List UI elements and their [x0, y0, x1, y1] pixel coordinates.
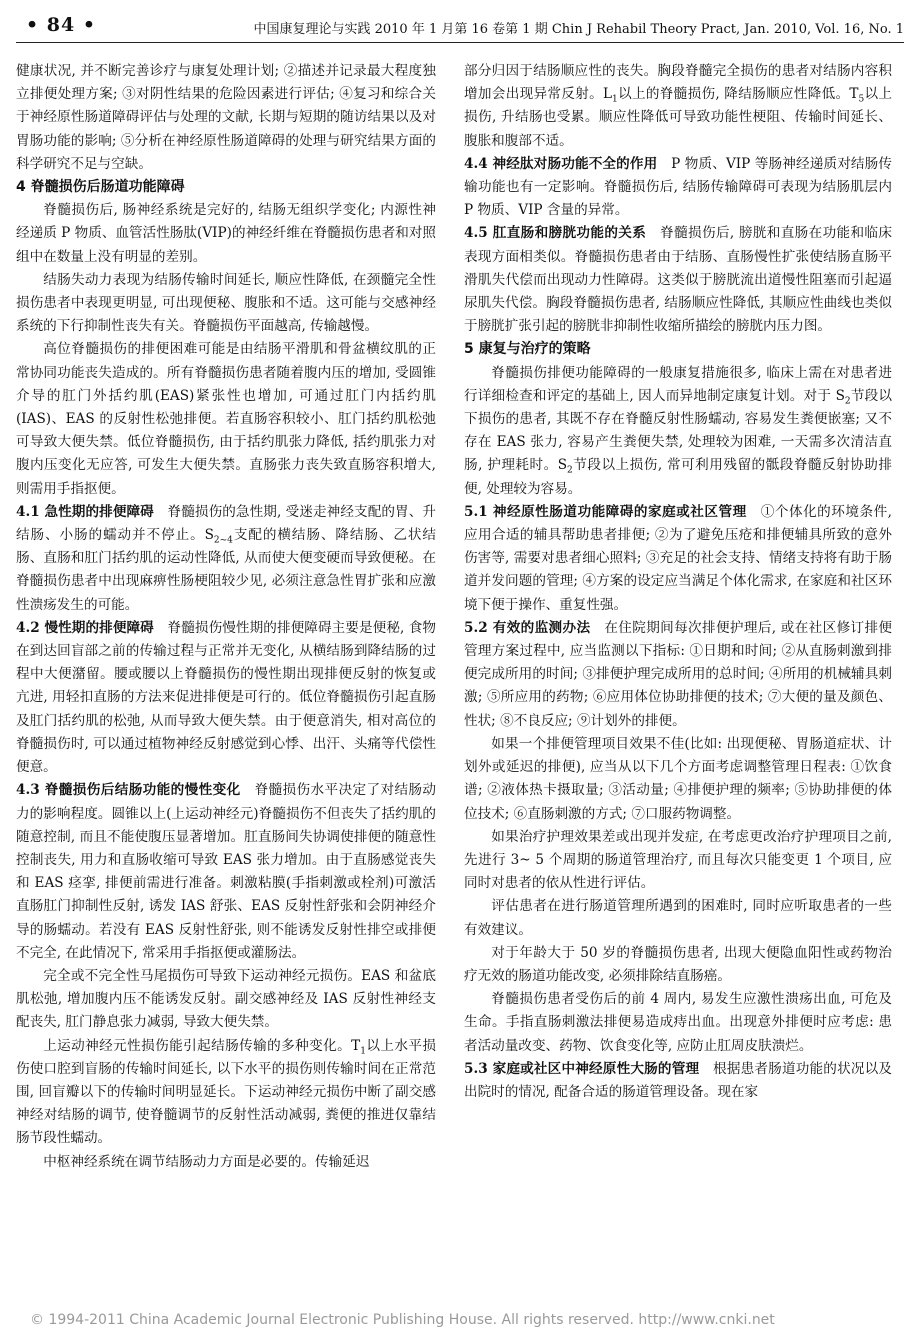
- paragraph: 脊髓损伤患者受伤后的前 4 周内, 易发生应激性溃疡出血, 可危及生命。手指直肠刺激法排便易造成痔出血。出现意外排便时应考虑: 患者活动量改变、药物、饮食变化等, 应防止肛周皮肤溃烂。: [464, 991, 892, 1054]
- subsection-text: ①个体化的环境条件, 应用合适的辅具帮助患者排便; ②为了避免压疮和排便辅具所致的意外伤害等, 需要对患者细心照料; ③充足的社会支持、情绪支持将有助于肠道并发问题的管理; ④方案的设定应当满足个体化需求, 在家庭和社区环境下便于操作、重复性强。: [464, 503, 892, 613]
- left-column: [16, 60, 436, 1174]
- paragraph: 脊髓损伤后, 肠神经系统是完好的, 结肠无组织学变化; 内源性神经递质 P 物质、血管活性肠肽(VIP)的神经纤维在脊髓损伤患者和对照组中在数量上没有明显的差别。: [16, 202, 436, 265]
- paragraph: 高位脊髓损伤的排便困难可能是由结肠平滑肌和骨盆横纹肌的正常协同功能丧失造成的。所有脊髓损伤患者随着腹内压的增加, 受圆锥介导的肛门外括约肌(EAS)紧张性也增加, 可通过肛门内括约肌(IAS)、EAS 的反射性松弛排便。若直肠容积较小、肛门括约肌松弛可导致大便失禁。低位脊髓损伤, 由于括约肌张力降低, 括约肌张力对腹内压变化无应答, 可发生大便失禁。直肠张力丧失致直肠容积增大, 则需用手指抠便。: [16, 341, 436, 497]
- journal-running-title: 中国康复理论与实践 2010 年 1 月第 16 卷第 1 期 Chin J Rehabil Theory Pract, Jan. 2010, Vol. 16, No. 1: [253, 22, 904, 37]
- subsection-heading: 5.3 家庭或社区中神经原性大肠的管理: [464, 1060, 700, 1077]
- subsection-text: P 物质、VIP 等肠神经递质对结肠传输功能也有一定影响。脊髓损伤后, 结肠传输障碍可表现为结肠肌层内 P 物质、VIP 含量的异常。: [464, 155, 893, 219]
- subsection-4-5: [464, 222, 892, 338]
- copyright-footer: © 1994-2011 China Academic Journal Electronic Publishing House. All rights reserved. http://www.cnki.net: [30, 1312, 775, 1328]
- paragraph-text: 以上的脊髓损伤, 降结肠顺应性降低。T: [617, 86, 859, 103]
- subsection-heading: 4.2 慢性期的排便障碍: [16, 619, 154, 636]
- subsection-text: 脊髓损伤后, 膀胱和直肠在功能和临床表现方面相类似。脊髓损伤患者由于结肠、直肠慢性扩张使结肠直肠平滑肌失代偿而出现动力性障碍。这类似于膀胱流出道慢性阻塞而引起逼尿肌失代偿。胸段脊髓损伤患者, 结肠顺应性降低, 其顺应性曲线也类似于膀胱扩张引起的膀胱非抑制性收缩所描绘的膀胱内压力图。: [464, 225, 892, 335]
- paragraph: [16, 1035, 436, 1151]
- subsection-5-1: [464, 501, 892, 617]
- subsection-4-1: [16, 501, 436, 617]
- section-heading-5: 5 康复与治疗的策略: [464, 341, 591, 358]
- paragraph: 中枢神经系统在调节结肠动力方面是必要的。传输延迟: [43, 1153, 370, 1170]
- paragraph-text: 脊髓损伤排便功能障碍的一般康复措施很多, 临床上需在对患者进行详细检查和评定的基础上, 因人而异地制定康复计划。对于 S: [464, 364, 892, 404]
- subsection-text: 在住院期间每次排便护理后, 或在社区修订排便管理方案过程中, 应当监测以下指标: ①日期和时间; ②从直肠刺激到排便完成所用的时间; ③排便护理完成所用的总时间; ④所用的机械辅具刺激; ⑤所应用的药物; ⑥应用体位协助排便的技术; ⑦大便的量及颜色、性状; ⑧不良反应; ⑨计划外的排便。: [464, 619, 893, 729]
- paragraph: 如果一个排便管理项目效果不佳(比如: 出现便秘、胃肠道症状、计划外或延迟的排便), 应当从以下几个方面考虑调整管理日程表: ①饮食谱; ②液体热卡摄取量; ③活动量; ④排便护理的频率; ⑤协助排便的体位技术; ⑥直肠刺激的方式; ⑦口服药物调整。: [464, 735, 892, 822]
- subscript: 2: [844, 396, 851, 407]
- subsection-heading: 4.3 脊髓损伤后结肠功能的慢性变化: [16, 782, 241, 799]
- subsection-text: 支配的横结肠、降结肠、乙状结肠、直肠和肛门括约肌的运动性降低, 从而使大便变硬而导致便秘。在脊髓损伤患者中出现麻痹性肠梗阻较少见, 必须注意急性胃扩张和应激性溃疡发生的可能。: [16, 527, 437, 613]
- subsection-text: 脊髓损伤的急性期, 受迷走神经支配的胃、升结肠、小肠的蠕动并不停止。S: [16, 503, 436, 544]
- subsection-5-2: [464, 617, 892, 733]
- paragraph: 如果治疗护理效果差或出现并发症, 在考虑更改治疗护理项目之前, 先进行 3~ 5 个周期的肠道管理治疗, 而且每次只能变更 1 个项目, 应同时对患者的依从性进行评估。: [464, 828, 892, 892]
- subsection-heading: 4.1 急性期的排便障碍: [16, 503, 154, 520]
- subsection-text: 脊髓损伤慢性期的排便障碍主要是便秘, 食物在到达回盲部之前的传输过程与正常并无变化, 从横结肠到降结肠的过程中大便潴留。腰或腰以上脊髓损伤的慢性期出现排便反射的恢复或亢进, 用轻扣直肠的方法来促进排便是可行的。低位脊髓损伤引起直肠及肛门括约肌的松弛, 从而导致大便失禁。由于便意消失, 相对高位的脊髓损伤时, 可以通过植物神经反射感觉到心悸、出汗、头痛等代偿性便意。: [16, 619, 436, 776]
- paragraph: [464, 60, 892, 153]
- page-header: [16, 12, 904, 43]
- subsection-heading: 5.2 有效的监测办法: [464, 619, 591, 636]
- paragraph-text: 上运动神经元性损伤能引起结肠传输的多种变化。T: [43, 1037, 361, 1054]
- subscript: 5: [858, 94, 865, 105]
- subsection-heading: 5.1 神经原性肠道功能障碍的家庭或社区管理: [464, 503, 747, 520]
- paragraph: 健康状况, 并不断完善诊疗与康复处理计划; ②描述并记录最大程度独立排便处理方案; ③对阴性结果的危险因素进行评估; ④复习和综合关于神经原性肠道障碍评估与处理的文献, 长期与短期的随访结果以及对胃肠功能的影响; ⑤分析在神经原性肠道障碍的处理与研究结果方面的科学研究不足与空缺。: [16, 63, 436, 172]
- subsection-heading: 4.5 肛直肠和膀胱功能的关系: [464, 225, 647, 242]
- subsection-text: 根据患者肠道功能的状况以及出院时的情况, 配备合适的肠道管理设备。现在家: [464, 1060, 892, 1100]
- paragraph-text: 节段以上损伤, 常可利用残留的骶段脊髓反射协助排便, 处理较为容易。: [464, 457, 892, 497]
- subscript: 1: [360, 1046, 366, 1057]
- article-body: [16, 60, 904, 1300]
- subsection-4-3: [16, 779, 436, 965]
- paragraph-text: 节段以下损伤的患者, 其既不存在脊髓反射性肠蠕动, 容易发生粪便嵌塞; 又不存在 EAS 张力, 容易产生粪便失禁, 处理较为困难, 一天需多次清洁直肠, 护理耗时。S: [464, 387, 892, 474]
- paragraph: 对于年龄大于 50 岁的脊髓损伤患者, 出现大便隐血阳性或药物治疗无效的肠道功能改变, 必须排除结直肠癌。: [464, 944, 892, 984]
- subscript: 1: [612, 94, 618, 105]
- subsection-heading: 4.4 神经肽对肠功能不全的作用: [464, 155, 658, 172]
- right-column: [464, 60, 892, 1104]
- section-heading-4: 4 脊髓损伤后肠道功能障碍: [16, 179, 185, 196]
- paragraph: 完全或不完全性马尾损伤可导致下运动神经元损伤。EAS 和盆底肌松弛, 增加腹内压不能诱发反射。副交感神经及 IAS 反射性神经支配丧失, 肛门静息张力减弱, 导致大便失禁。: [16, 967, 436, 1031]
- subsection-text: 脊髓损伤水平决定了对结肠动力的影响程度。圆锥以上(上运动神经元)脊髓损伤不但丧失了括约肌的随意控制, 而且不能使腹压显著增加。肛直肠间失协调使排便的随意性控制丧失, 用力和直肠收缩可导致 EAS 张力增加。由于直肠感觉丧失和 EAS 痉挛, 排便前需进行准备。刺激粘膜(手指刺激或栓剂)可激活直肠肛门抑制性反射, 诱发 IAS 舒张、EAS 反射性舒张和会阴神经介导的肠蠕动。若没有 EAS 反射性舒张, 则不能诱发反射性排空或排便不完全, 在此情况下, 常采用手指抠便或灌肠法。: [16, 782, 437, 961]
- paragraph-text: 以上水平损伤使口腔到盲肠的传输时间延长, 以下水平的损伤则传输时间在正常范围, 回盲瓣以下的传输时间明显延长。下运动神经元损伤中断了副交感神经对结肠的调节, 使脊髓调节的反射性活动减弱, 粪便的推进仅靠结肠节段性蠕动。: [16, 1037, 436, 1147]
- paragraph-text: 以上损伤, 升结肠也受累。顺应性降低可导致功能性梗阻、传输时间延长、腹胀和腹部不适。: [464, 86, 893, 149]
- paragraph: 结肠失动力表现为结肠传输时间延长, 顺应性降低, 在颈髓完全性损伤患者中表现更明显, 可出现便秘、腹胀和不适。这可能与交感神经系统的下行抑制性丧失有关。脊髓损伤平面越高, 传输越慢。: [16, 271, 436, 335]
- subscript: 2: [567, 466, 573, 477]
- subsection-4-2: [16, 617, 436, 779]
- paragraph: 评估患者在进行肠道管理所遇到的困难时, 同时应听取患者的一些有效建议。: [464, 898, 892, 938]
- paragraph-text: 部分归因于结肠顺应性的丧失。胸段脊髓完全损伤的患者对结肠内容积增加会出现异常反射。L: [464, 63, 892, 103]
- subsection-5-3: [464, 1058, 892, 1104]
- subscript: 2~4: [213, 535, 233, 546]
- page-number: • 84 •: [26, 14, 96, 36]
- paragraph: [464, 362, 892, 501]
- subsection-4-4: [464, 153, 892, 223]
